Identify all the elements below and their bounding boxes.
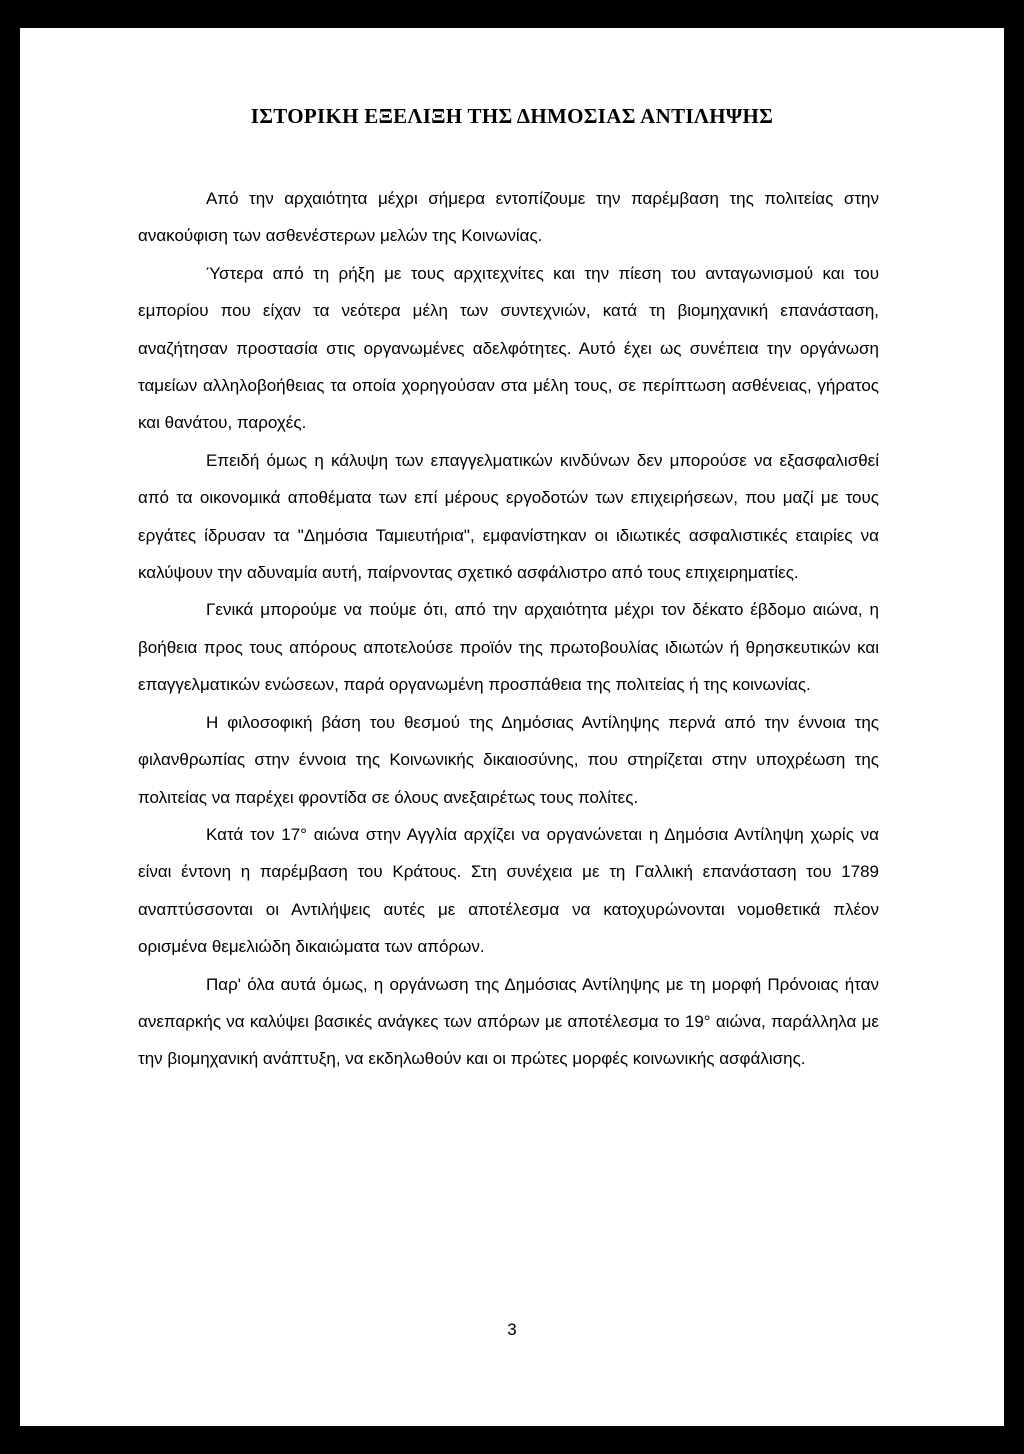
paragraph-2: Ύστερα από τη ρήξη με τους αρχιτεχνίτες και την πίεση του ανταγωνισμού και του εμπορίου που είχαν τα νεότερα μέλη των συντεχνιών, κατά τη βιομηχανική επανάσταση, αναζήτησαν προστασία στις οργανωμένες αδελφότητες. Αυτό έχει ως συνέπεια την οργάνωση ταμείων αλληλοβοήθειας τα οποία χορηγούσαν στα μέλη τους, σε περίπτωση ασθένειας, γήρατος και θανάτου, παροχές.: [138, 263, 879, 433]
document-title: ΙΣΤΟΡΙΚΗ ΕΞΕΛΙΞΗ ΤΗΣ ΔΗΜΟΣΙΑΣ ΑΝΤΙΛΗΨΗΣ: [250, 104, 774, 128]
paragraph-3: Επειδή όμως η κάλυψη των επαγγελματικών κινδύνων δεν μπορούσε να εξασφαλισθεί από τα οικονομικά αποθέματα των επί μέρους εργοδοτών των επιχειρήσεων, που μαζί με τους εργάτες ίδρυσαν τα "Δημόσια Ταμιευτήρια", εμφανίστηκαν οι ιδιωτικές ασφαλιστικές εταιρίες να καλύψουν την αδυναμία αυτή, παίρνοντας σχετικό ασφάλιστρο από τους επιχειρηματίες.: [138, 450, 879, 583]
document-sheet: [20, 28, 1004, 1426]
paragraph-5: Η φιλοσοφική βάση του θεσμού της Δημόσιας Αντίληψης περνά από την έννοια της φιλανθρωπίας στην έννοια της Κοινωνικής δικαιοσύνης, που στηρίζεται στην υποχρέωση της πολιτείας να παρέχει φροντίδα σε όλους ανεξαιρέτως τους πολίτες.: [138, 712, 879, 807]
paragraph-6: Κατά τον 17° αιώνα στην Αγγλία αρχίζει να οργανώνεται η Δημόσια Αντίληψη χωρίς να είναι έντονη η παρέμβαση του Κράτους. Στη συνέχεια με τη Γαλλική επανάσταση του 1789 αναπτύσσονται οι Αντιλήψεις αυτές με αποτέλεσμα να κατοχυρώνονται νομοθετικά πλέον ορισμένα θεμελιώδη δικαιώματα των απόρων.: [138, 824, 879, 957]
page-number: 3: [507, 1320, 517, 1339]
paragraph-1: Από την αρχαιότητα μέχρι σήμερα εντοπίζουμε την παρέμβαση της πολιτείας στην ανακούφιση των ασθενέστερων μελών της Κοινωνίας.: [138, 189, 879, 246]
document-body: [138, 180, 879, 1078]
paragraph-4: Γενικά μπορούμε να πούμε ότι, από την αρχαιότητα μέχρι τον δέκατο έβδομο αιώνα, η βοήθεια προς τους απόρους αποτελούσε προϊόν της πρωτοβουλίας ιδιωτών ή θρησκευτικών και επαγγελματικών ενώσεων, παρά οργανωμένη προσπάθεια της πολιτείας ή της κοινωνίας.: [138, 600, 879, 695]
paragraph-7: Παρ' όλα αυτά όμως, η οργάνωση της Δημόσιας Αντίληψης με τη μορφή Πρόνοιας ήταν ανεπαρκής να καλύψει βασικές ανάγκες των απόρων με αποτέλεσμα το 19° αιώνα, παράλληλα με την βιομηχανική ανάπτυξη, να εκδηλωθούν και οι πρώτες μορφές κοινωνικής ασφάλισης.: [138, 974, 879, 1069]
